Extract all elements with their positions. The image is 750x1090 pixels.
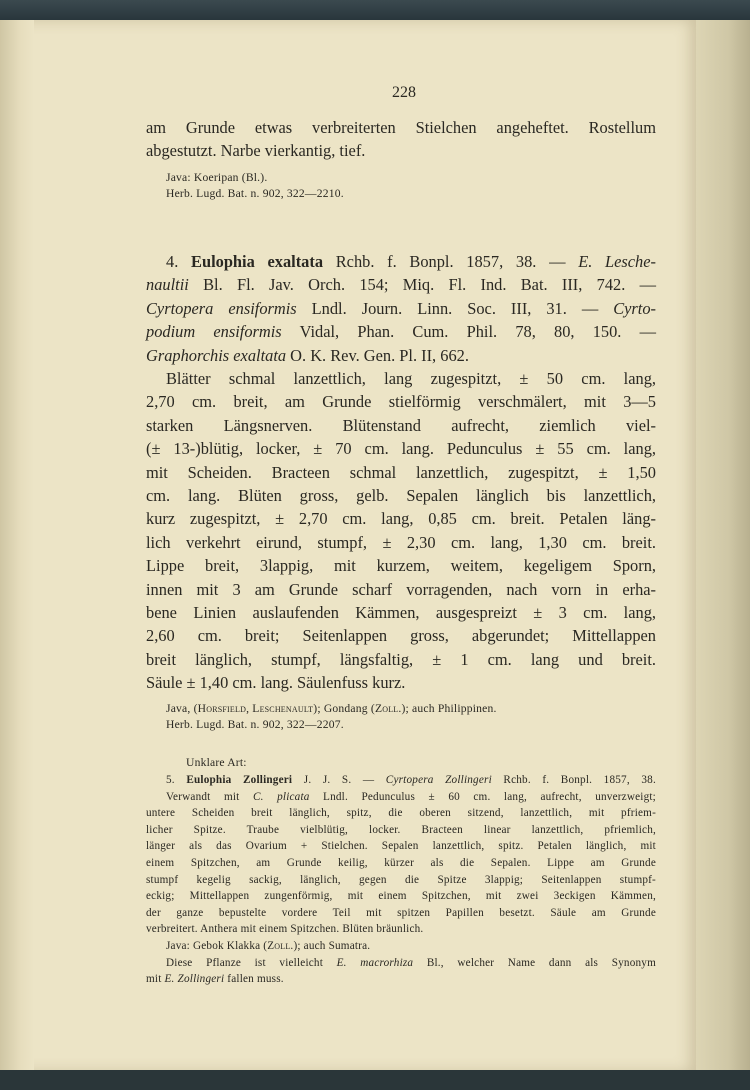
species-5-line [146, 772, 656, 789]
species-4-line-1 [146, 250, 656, 273]
locality-line [146, 701, 656, 717]
synonym: naultii [146, 275, 189, 295]
description-line: starken Längsnerven. Blütenstand aufrecht, ziemlich viel- [146, 415, 656, 435]
description-line: stumpf kegelig sackig, länglich, gegen die Spitze 3lappig; Seitenlappen stumpf- [146, 873, 656, 886]
collector-name: Zoll. [374, 702, 402, 715]
unclear-heading: Unklare Art: [186, 756, 247, 769]
text-line: am Grunde etwas verbreiterten Stielchen angeheftet. Rostellum [146, 118, 656, 137]
locality-text: Java: Gebok Klakka ( [166, 939, 268, 952]
description-line: bene Linien auslaufenden Kämmen, ausgespreizt ± 3 cm. lang, [146, 603, 656, 623]
collector-name: Zoll. [267, 939, 294, 952]
herbarium-line: Herb. Lugd. Bat. n. 902, 322—2210. [166, 187, 344, 201]
synonym: Graphorchis exaltata [146, 345, 287, 365]
synonym: Cyrtopera Zollingeri [385, 774, 492, 786]
description-text: Lndl. Pedunculus ± 60 cm. lang, aufrecht, unverzweigt; [309, 790, 656, 803]
locality-line [146, 938, 656, 955]
description-line: 2,70 cm. breit, am Grunde stielförmig verschmälert, mit 3—5 [146, 392, 656, 412]
locality-text: ); auch Philippinen. [401, 702, 497, 715]
species-5-entry [146, 772, 656, 988]
description-line: innen mit 3 am Grunde scharf vorragenden, nach vorn in erha- [146, 579, 656, 599]
locality-text: , [246, 702, 253, 715]
top-paragraph [146, 116, 656, 163]
locality-4 [146, 701, 656, 734]
citation: O. K. Rev. Gen. Pl. II, 662. [286, 345, 469, 365]
description-line [146, 789, 656, 806]
description-text: Verwandt mit [166, 790, 253, 803]
description-line: verbreitert. Anthera mit einem Spitzchen. Blüten bräunlich. [146, 923, 424, 936]
locality-text: ); auch Sumatra. [293, 939, 371, 952]
species-4-line-2 [146, 273, 656, 296]
synonym: Cyrto- [613, 298, 656, 318]
locality-line: Java: Koeripan (Bl.). [166, 171, 268, 184]
scan-bottom-edge [0, 1070, 750, 1090]
species-4-entry [146, 250, 656, 367]
description-line: Lippe breit, 3lappig, mit kurzem, weitem, kegeligem Sporn, [146, 556, 656, 576]
description-line: 2,60 cm. breit; Seitenlappen gross, abgerundet; Mittellappen [146, 626, 656, 646]
description-line: untere Scheiden breit länglich, spitz, die oberen sitzend, lanzettlich, mit pfriem- [146, 807, 656, 820]
locality-1 [146, 170, 656, 203]
collector-name: Horsfield [197, 702, 247, 715]
description-line: Säule ± 1,40 cm. lang. Säulenfuss kurz. [146, 673, 406, 693]
citation: Vidal, Phan. Cum. Phil. 78, 80, 150. — [281, 322, 656, 342]
description-line: der ganze bepustelte vordere Teil mit spitzen Papillen besetzt. Säule am Grunde [146, 906, 656, 919]
species-number: 5. [166, 774, 175, 786]
synonym: E. Lesche- [578, 252, 656, 271]
description-line: mit Scheiden. Bracteen schmal lanzettlich, zugespitzt, ± 1,50 [146, 462, 656, 482]
page-gutter [0, 20, 34, 1072]
citation: Rchb. f. Bonpl. 1857, 38. [491, 774, 656, 786]
description-line: einem Spitzchen, am Grunde keilig, kürzer als die Sepalen. Lippe am Grunde [146, 856, 656, 869]
species-4-description [146, 367, 656, 695]
citation: Bl. Fl. Jav. Orch. 154; Miq. Fl. Ind. Bat. III, 742. — [188, 275, 656, 295]
note-text: Bl., welcher Name dann als Synonym [413, 956, 656, 969]
note-line [146, 955, 656, 972]
text-line: abgestutzt. Narbe vierkantig, tief. [146, 141, 366, 161]
description-line: breit länglich, stumpf, längsfaltig, ± 1 cm. lang und breit. [146, 649, 656, 669]
locality-text: ); Gondang ( [313, 702, 375, 715]
citation: Lndl. Journ. Linn. Soc. III, 31. — [296, 298, 614, 318]
description-line: licher Spitze. Traube vielblütig, locker. Bracteen linear lanzettlich, pfriemlich, [146, 823, 656, 836]
scan-top-edge [0, 0, 750, 22]
synonym: Cyrtopera ensiformis [146, 298, 297, 318]
species-4-line-5 [146, 344, 656, 367]
herbarium-line: Herb. Lugd. Bat. n. 902, 322—2207. [166, 718, 344, 732]
synonym: C. plicata [252, 790, 310, 803]
note-text: Diese Pflanze ist vielleicht [166, 956, 337, 969]
species-name: Eulophia Zollingeri [186, 774, 293, 786]
unclear-heading-block [146, 755, 656, 771]
note-line [146, 971, 656, 988]
species-4-line-4 [146, 320, 656, 343]
book-page [0, 20, 698, 1072]
synonym: E. Zollingeri [164, 973, 225, 986]
description-line: länger als das Ovarium + Stielchen. Sepalen lanzettlich, spitz. Petalen länglich, mit [146, 840, 656, 853]
collector-name: Leschenault [252, 702, 314, 715]
description-line: lich verkehrt eirund, stumpf, ± 2,30 cm. lang, 1,30 cm. breit. [146, 532, 656, 552]
species-name: Eulophia exaltata [191, 252, 324, 271]
note-text: fallen muss. [224, 973, 284, 986]
description-line: eckig; Mittellappen zungenförmig, mit einem Spitzchen, mit zwei 3eckigen Kämmen, [146, 890, 656, 903]
description-line: cm. lang. Blüten gross, gelb. Sepalen länglich bis lanzettlich, [146, 486, 656, 506]
species-4-line-3 [146, 297, 656, 320]
description-line: kurz zugespitzt, ± 2,70 cm. lang, 0,85 cm. breit. Petalen läng- [146, 509, 656, 529]
next-page-edge [696, 20, 750, 1072]
species-number: 4. [166, 252, 179, 271]
note-text: mit [146, 973, 165, 986]
synonym: E. macrorhiza [336, 956, 414, 969]
citation: Rchb. f. Bonpl. 1857, 38. — [323, 252, 579, 271]
description-line: Blätter schmal lanzettlich, lang zugespitzt, ± 50 cm. lang, [166, 369, 656, 388]
page-number: 228 [392, 84, 416, 101]
synonym: podium ensiformis [146, 322, 282, 342]
citation: J. J. S. — [292, 774, 386, 786]
description-line: (± 13-)blütig, locker, ± 70 cm. lang. Pedunculus ± 55 cm. lang, [146, 439, 656, 459]
locality-text: Java, ( [166, 702, 198, 715]
